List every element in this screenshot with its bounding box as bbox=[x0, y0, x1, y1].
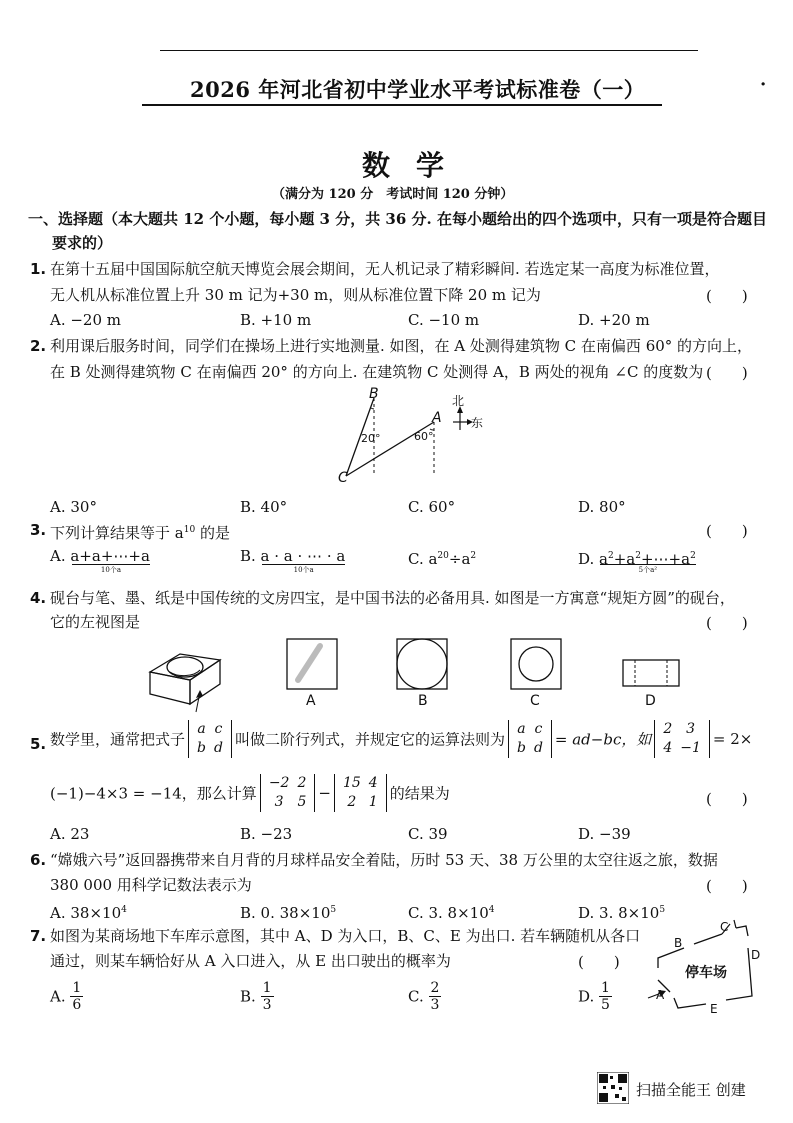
q3-option-b[interactable]: B. a · a · ⋯ · a 10个a bbox=[240, 547, 346, 574]
q1-option-a[interactable]: A. −20 m bbox=[50, 311, 122, 329]
q6-number: 6. bbox=[30, 851, 47, 869]
q2-option-c[interactable]: C. 60° bbox=[408, 498, 456, 516]
exam-meta: （满分为 120 分 考试时间 120 分钟） bbox=[272, 187, 514, 202]
q4-option-d-figure[interactable] bbox=[620, 656, 682, 690]
q4-answer-blank[interactable]: ( ) bbox=[706, 614, 748, 632]
q7-text-line2: 通过，则某车辆恰好从 A 入口进入，从 E 出口驶出的概率为 bbox=[50, 952, 451, 970]
q5-option-b[interactable]: B. −23 bbox=[240, 825, 293, 843]
q2-option-a[interactable]: A. 30° bbox=[50, 498, 97, 516]
q6-option-d[interactable]: D. 3. $8\times 10^5$ bbox=[578, 904, 666, 922]
q1-text-line1: 在第十五届中国国际航空航天博览会展会期间，无人机记录了精彩瞬间. 若选定某一高度为标准位置， bbox=[50, 260, 720, 278]
q1-answer-blank[interactable]: ( ) bbox=[706, 287, 748, 305]
q3-stem: 下列计算结果等于 $a^{10}$ 的是 bbox=[50, 524, 230, 542]
det-abcd-rule: a c b d bbox=[508, 720, 552, 758]
q4-option-c-figure[interactable] bbox=[508, 636, 564, 692]
det-example: 2 3 4 −1 bbox=[654, 720, 710, 758]
q6-answer-blank[interactable]: ( ) bbox=[706, 877, 748, 895]
q2-label-a: A bbox=[432, 410, 442, 426]
question-7 bbox=[30, 926, 650, 1026]
title-mark: · bbox=[760, 74, 767, 95]
exam-title: 2026 年河北省初中学业水平考试标准卷（一） bbox=[190, 77, 646, 102]
subject-title: 数学 bbox=[362, 149, 471, 182]
q4-text-line2: 它的左视图是 bbox=[50, 613, 141, 631]
header-bottom-rule bbox=[142, 104, 662, 106]
q5-line1: 数学里，通常把式子 a c b d 叫做二阶行列式，并规定它的运算法则为 a c b d = ad−bc，如 2 3 4 −1 = 2× bbox=[50, 721, 753, 756]
q3-answer-blank[interactable]: ( ) bbox=[706, 522, 748, 540]
q6-option-c[interactable]: C. 3. $8\times 10^4$ bbox=[408, 904, 495, 922]
compass-east-label: 东 bbox=[471, 416, 484, 430]
q5-option-a[interactable]: A. 23 bbox=[50, 825, 90, 843]
parking-label-c: C bbox=[720, 920, 729, 934]
q6-option-b[interactable]: B. 0. $38\times 10^5$ bbox=[240, 904, 337, 922]
q2-number: 2. bbox=[30, 337, 47, 355]
det-abcd: a c b d bbox=[188, 720, 232, 758]
question-5 bbox=[30, 720, 790, 845]
q7-text-line1: 如图为某商场地下车库示意图，其中 A、D 为入口，B、C、E 为出口. 若车辆随机从各口 bbox=[50, 927, 641, 945]
q4-option-a-figure[interactable] bbox=[284, 636, 340, 692]
q4-label-a: A bbox=[306, 693, 316, 709]
det-m1: −2 2 3 5 bbox=[260, 774, 316, 812]
question-3 bbox=[30, 520, 770, 580]
q4-label-b: B bbox=[418, 693, 428, 709]
det-m2: 15 4 2 1 bbox=[334, 774, 387, 812]
qr-code-icon bbox=[597, 1072, 629, 1104]
question-6 bbox=[30, 850, 770, 920]
q4-number: 4. bbox=[30, 589, 47, 607]
q5-option-c[interactable]: C. 39 bbox=[408, 825, 448, 843]
question-1 bbox=[30, 259, 770, 329]
question-4 bbox=[30, 588, 770, 638]
q6-text-line2: 380 000 用科学记数法表示为 bbox=[50, 876, 252, 894]
q3-option-c[interactable]: C. $a^{20}\div a^2$ bbox=[408, 550, 477, 568]
compass-north-label: 北 bbox=[452, 394, 465, 408]
parking-lot-label: 停车场 bbox=[685, 965, 727, 981]
q2-angle-60: 60° bbox=[414, 430, 434, 443]
q7-option-c[interactable]: C. $\frac{2}{3}$ bbox=[408, 980, 440, 1013]
q2-option-d[interactable]: D. 80° bbox=[578, 498, 626, 516]
q3-option-d[interactable]: D. $a^2+a^2+\cdots+a^2$ 5个a² bbox=[578, 550, 696, 574]
q1-number: 1. bbox=[30, 260, 47, 278]
q2-text-line2: 在 B 处测得建筑物 C 在南偏西 20° 的方向上. 在建筑物 C 处测得 A，B 两处的视角 ∠C 的度数为 bbox=[50, 363, 704, 381]
parking-label-a: A bbox=[656, 988, 665, 1002]
q2-text-line1: 利用课后服务时间，同学们在操场上进行实地测量. 如图，在 A 处测得建筑物 C 在南偏西 60° 的方向上， bbox=[50, 337, 753, 355]
q4-option-b-figure[interactable] bbox=[394, 636, 450, 692]
parking-label-e: E bbox=[710, 1002, 718, 1016]
q5-line2: (−1)−4×3 = −14，那么计算 −2 2 3 5 − 15 4 2 1 的结果为 bbox=[50, 775, 450, 810]
q2-angle-20: 20° bbox=[361, 432, 381, 445]
q7-option-d[interactable]: D. $\frac{1}{5}$ bbox=[578, 980, 610, 1013]
q3-number: 3. bbox=[30, 521, 47, 539]
parking-label-d: D bbox=[751, 948, 761, 962]
q7-option-b[interactable]: B. $\frac{1}{3}$ bbox=[240, 980, 272, 1013]
q1-option-c[interactable]: C. −10 m bbox=[408, 311, 480, 329]
q7-answer-blank[interactable]: ( ) bbox=[578, 953, 620, 971]
q1-text-line2: 无人机从标准位置上升 30 m 记为+30 m，则从标准位置下降 20 m 记为 bbox=[50, 286, 541, 304]
section-heading: 一、选择题（本大题共 12 个小题，每小题 3 分，共 36 分. 在每小题给出的四个选项中，只有一项是符合题目 bbox=[28, 210, 767, 228]
q6-option-a[interactable]: A. $38\times 10^4$ bbox=[50, 904, 127, 922]
header-top-rule bbox=[160, 50, 698, 51]
q1-option-b[interactable]: B. +10 m bbox=[240, 311, 312, 329]
q3-option-a[interactable]: A. a+a+⋯+a 10个a bbox=[50, 547, 150, 574]
parking-label-b: B bbox=[674, 936, 683, 950]
q1-option-d[interactable]: D. +20 m bbox=[578, 311, 650, 329]
scanner-watermark: 扫描全能王 创建 bbox=[636, 1081, 746, 1099]
q5-answer-blank[interactable]: ( ) bbox=[706, 790, 748, 808]
q5-number: 5. bbox=[30, 735, 47, 753]
q4-label-d: D bbox=[645, 693, 656, 709]
q4-text-line1: 砚台与笔、墨、纸是中国传统的文房四宝，是中国书法的必备用具. 如图是一方寓意“规矩方圆”的砚台， bbox=[50, 589, 735, 607]
q2-option-b[interactable]: B. 40° bbox=[240, 498, 288, 516]
q7-option-a[interactable]: A. $\frac{1}{6}$ bbox=[50, 980, 82, 1013]
section-heading-cont: 要求的） bbox=[52, 234, 113, 252]
q6-text-line1: “嫦娥六号”返回器携带来自月背的月球样品安全着陆，历时 53 天、38 万公里的太空往返之旅，数据 bbox=[50, 851, 718, 869]
q2-label-b: B bbox=[369, 386, 379, 402]
q7-number: 7. bbox=[30, 927, 47, 945]
q2-label-c: C bbox=[338, 470, 348, 486]
inkstone-3d-figure bbox=[140, 632, 240, 722]
q5-option-d[interactable]: D. −39 bbox=[578, 825, 631, 843]
q2-answer-blank[interactable]: ( ) bbox=[706, 364, 748, 382]
q4-label-c: C bbox=[530, 693, 540, 709]
